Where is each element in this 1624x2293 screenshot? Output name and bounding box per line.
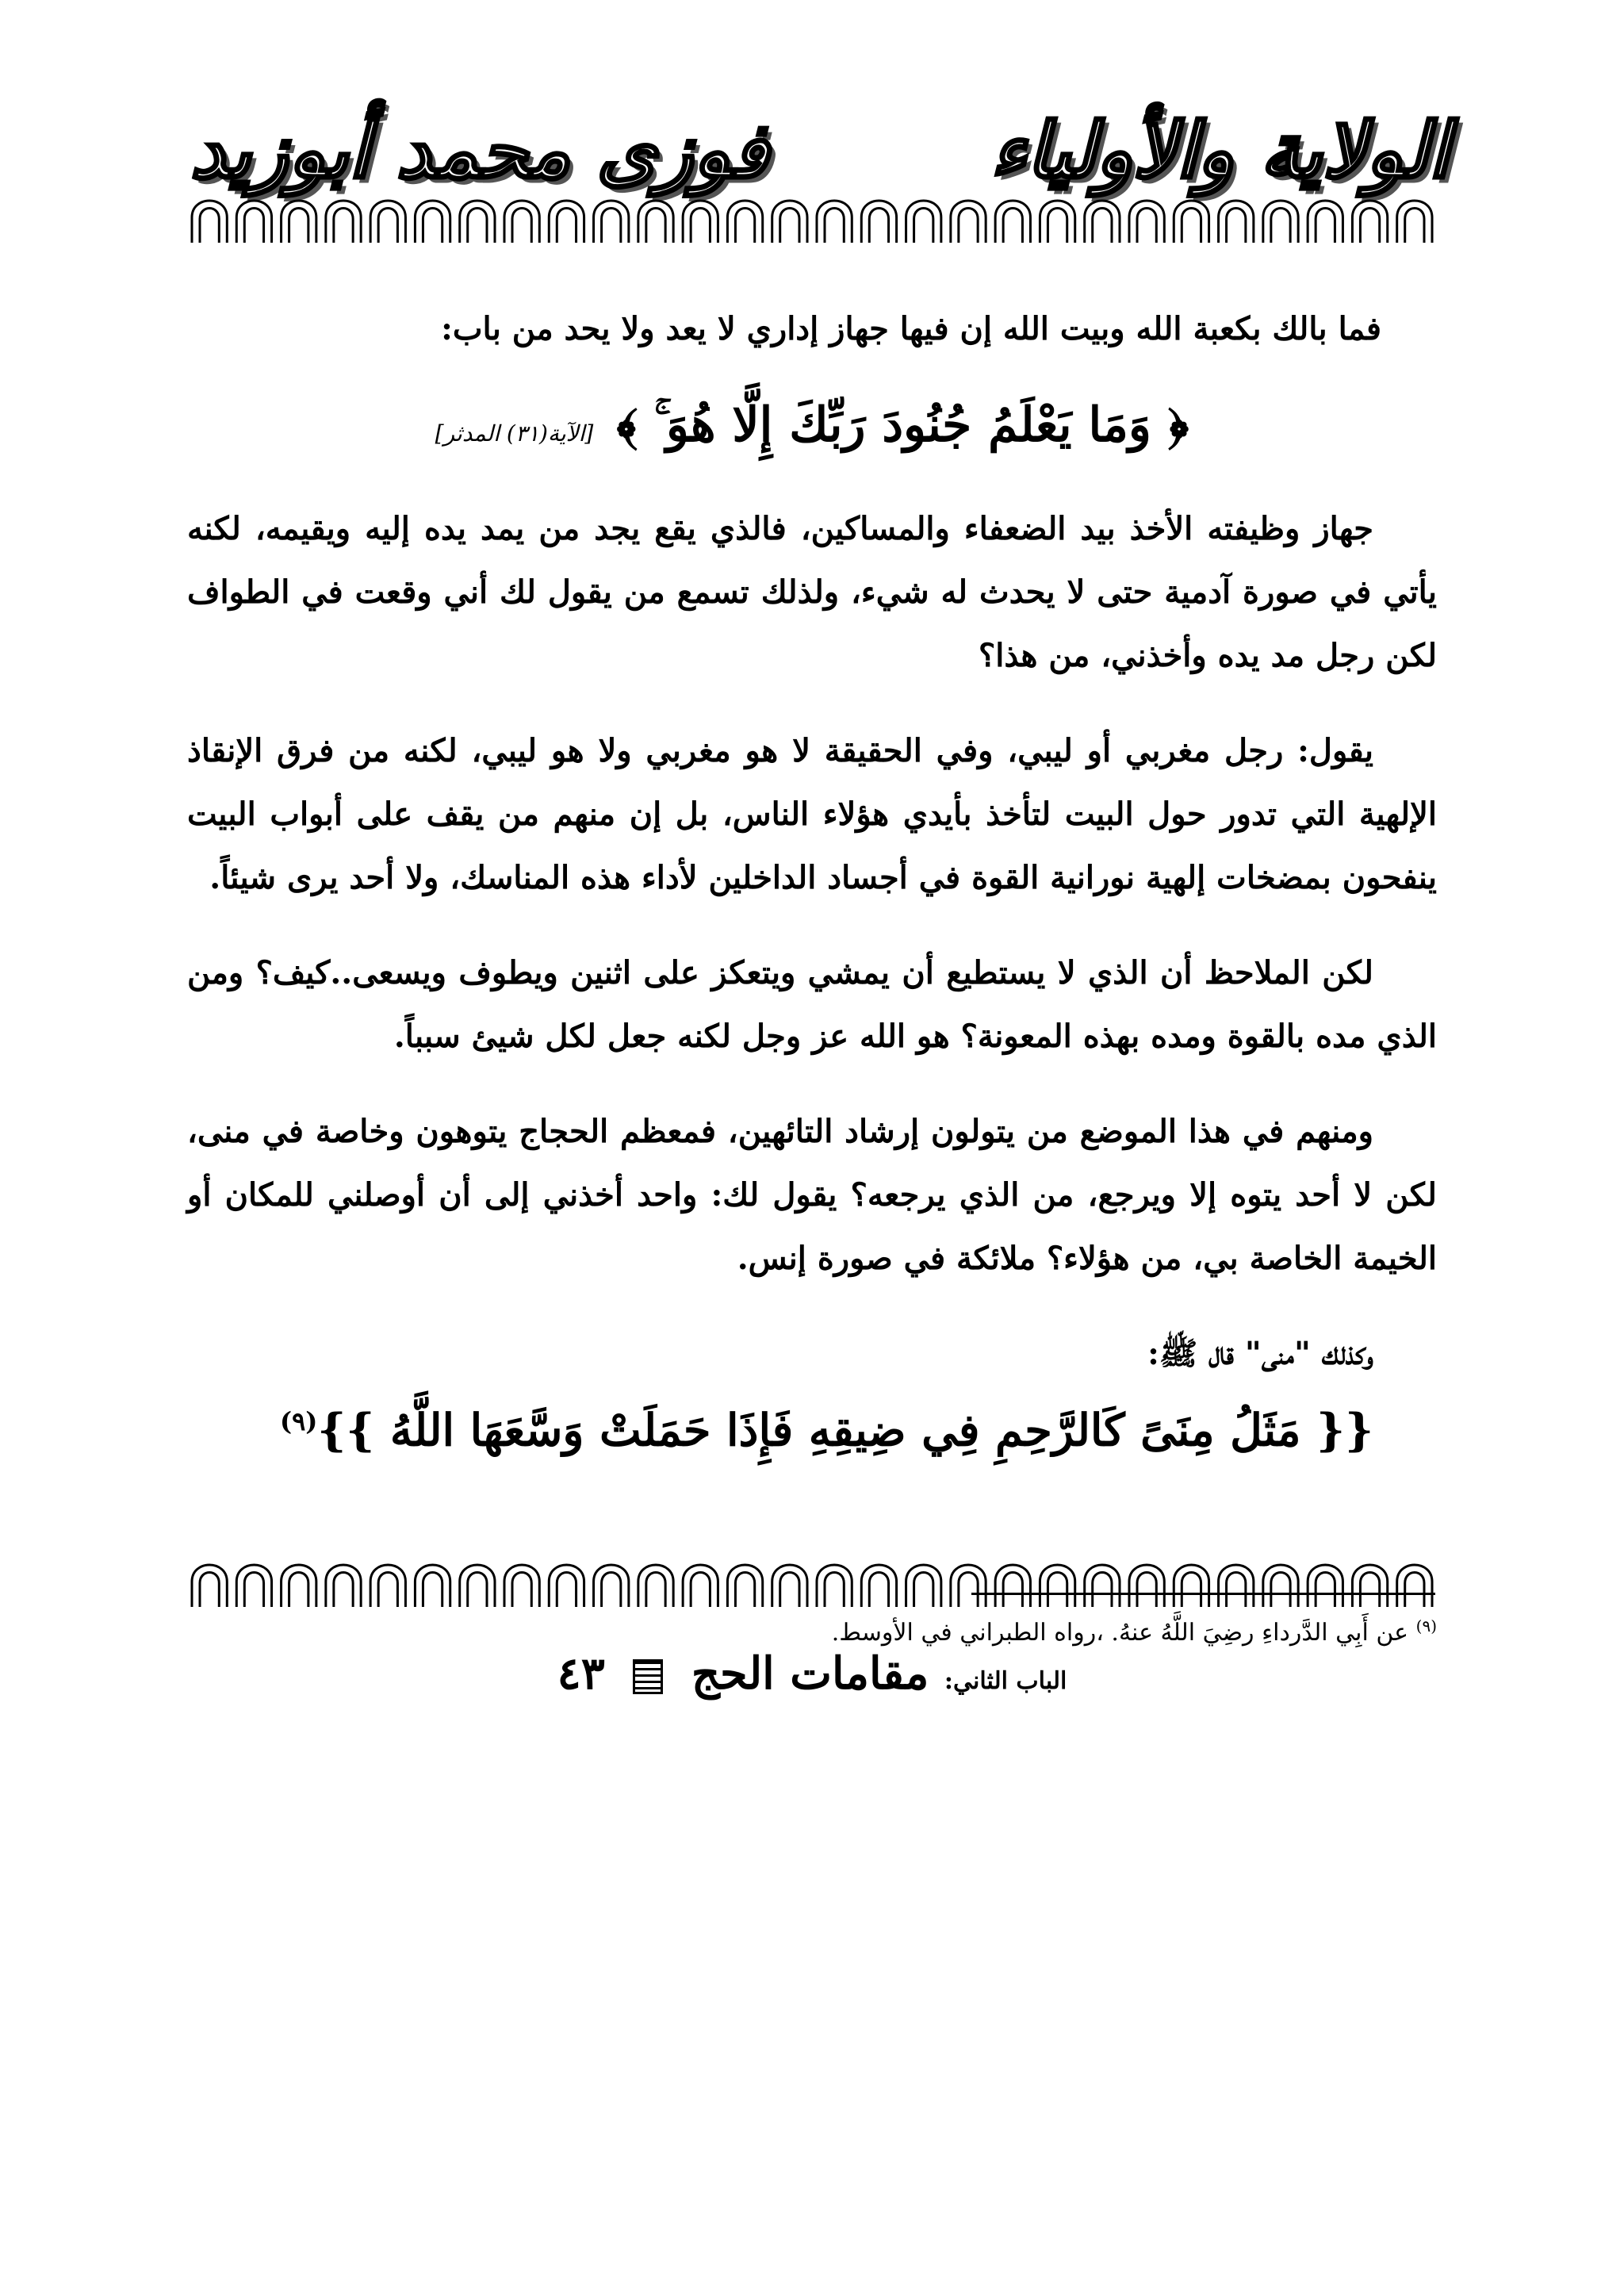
footnote-marker: (٩) [1415,1616,1437,1635]
page-number: ٤٣ [557,1647,605,1700]
arch-ornament [187,190,1437,246]
intro-line: فما بالك بكعبة الله وبيت الله إن فيها جهاز إداري لا يعد ولا يحد من باب: [441,310,1381,347]
paragraph-3: لكن الملاحظ أن الذي لا يستطيع أن يمشي ويتعكز على اثنين ويطوف ويسعى..كيف؟ ومن الذي مده بالقوة ومده بهذه المعونة؟ هو الله عز وجل لكنه جعل لكل شيئ سبباً. [187,954,1437,1055]
footnote-text: عن أَبِي الدَّرداءِ رضِيَ اللَّهُ عنهُ. ،رواه الطبراني في الأوسط. [831,1619,1409,1647]
hadith-quote [187,1386,1373,1467]
hadith-intro: وكذلك "منى" قال ﷺ: [1147,1335,1373,1372]
running-header [143,95,1481,206]
main-content [187,286,1437,1467]
paragraph-4: ومنهم في هذا الموضع من يتولون إرشاد التائهين، فمعظم الحجاج يتوهون وخاصة في منى، لكن لا أحد يتوه إلا ويرجع، من الذي يرجعه؟ يقول لك: واحد أخذني إلى أن أوصلني للمكان أو الخيمة الخاصة بي، من هؤلاء؟ ملائكة في صورة إنس. [187,1113,1437,1277]
chapter-label: الباب الثاني: [944,1667,1067,1695]
quran-verse [187,397,1437,469]
arch-ornament [187,1555,1437,1610]
page-footer [0,1626,1624,1721]
verse-reference: [الآية(٣١) المدثر] [435,420,594,447]
paragraph-2: يقول: رجل مغربي أو ليبي، وفي الحقيقة لا هو مغربي ولا هو ليبي، لكنه من فرق الإنقاذ الإلهية التي تدور حول البيت لتأخذ بأيدي هؤلاء الناس، بل إن منهم من يقف على أبواب البيت ينفحون بمضخات إلهية نورانية القوة في أجساد الداخلين لأداء هذه المناسك، ولا أحد يرى شيئاً. [187,732,1437,896]
paragraph-1: جهاز وظيفته الأخذ بيد الضعفاء والمساكين، فالذي يقع يجد من يمد يده إليه ويقيمه، لكنه يأتي في صورة آدمية حتى لا يحدث له شيء، ولذلك تسمع من يقول لك أني وقعت في الطواف لكن رجل مد يده وأخذني، من هذا؟ [187,510,1437,674]
book-title: الولاية والأولياء [990,105,1450,195]
verse-text: ﴿ وَمَا يَعْلَمُ جُنُودَ رَبِّكَ إِلَّا هُوَ ۚ ﴾ [616,397,1189,453]
chapter-title: مقامات الحج [691,1647,929,1700]
top-ornamental-border [187,190,1437,246]
page-marker-icon [633,1659,663,1694]
hadith-text: {{ مَثَلُ مِنَىً كَالرَّحِمِ فِي ضِيقِهِ فَإِذَا حَمَلَتْ وَسَّعَهَا اللَّهُ }} [317,1404,1373,1457]
bottom-ornamental-border [187,1555,1437,1610]
footnote-ref[interactable]: (٩) [279,1406,318,1436]
author-name: فوزى محمد أبوزيد [190,105,769,195]
